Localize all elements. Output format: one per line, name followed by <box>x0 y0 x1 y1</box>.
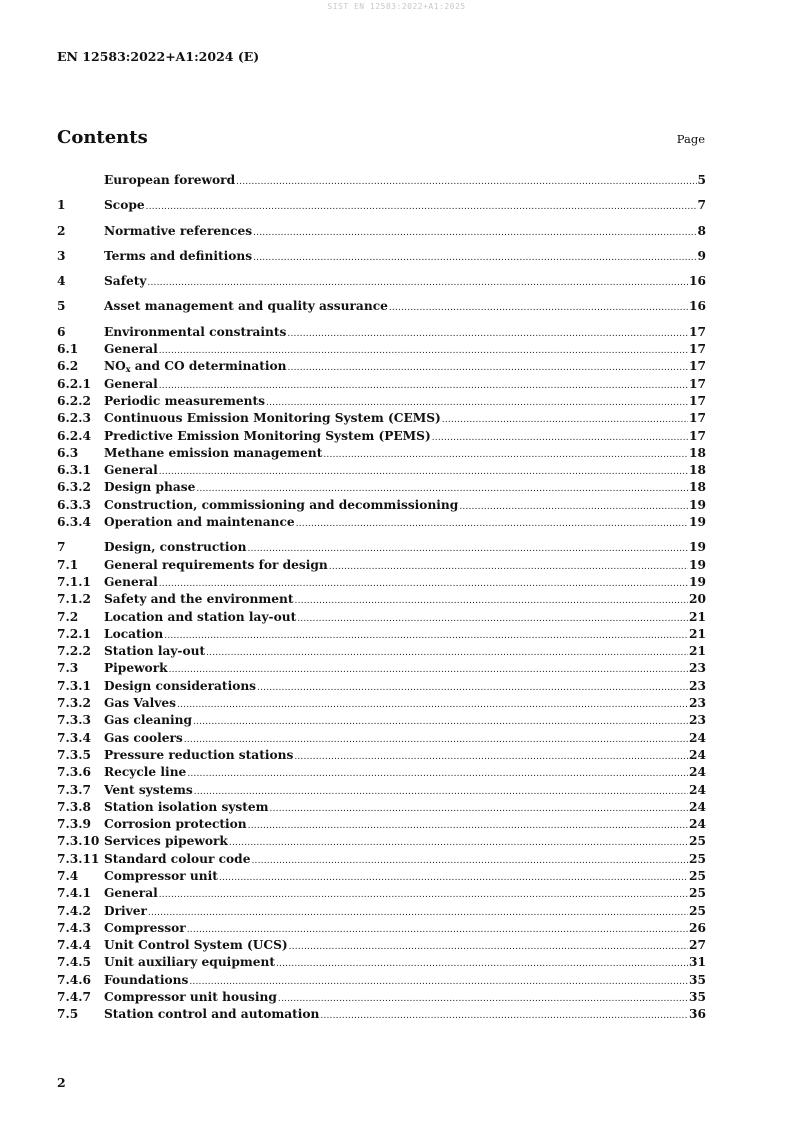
toc-entry-page: 24 <box>689 817 706 832</box>
toc-entry[interactable] <box>57 833 706 850</box>
toc-entry-page: 23 <box>689 678 706 693</box>
toc-leader-dots <box>229 835 688 852</box>
toc-entry-title: Operation and maintenance <box>104 515 295 530</box>
toc-entry-title: Unit Control System (UCS) <box>104 938 288 953</box>
toc-entry-page: 36 <box>689 1007 706 1022</box>
toc-entry-title: Design, construction <box>104 540 247 555</box>
toc-entry-title: General requirements for design <box>104 557 328 572</box>
toc-entry-number: 6.2.4 <box>57 428 91 443</box>
toc-entry-number: 5 <box>57 299 66 314</box>
toc-leader-dots <box>459 499 688 516</box>
toc-entry-number: 6.2.3 <box>57 411 91 426</box>
toc-entry-number: 7.1.1 <box>57 574 91 589</box>
toc-entry-page: 16 <box>689 274 706 289</box>
toc-entry-page: 17 <box>689 393 706 408</box>
toc-entry-number: 7.3.9 <box>57 817 91 832</box>
toc-entry[interactable] <box>57 1006 706 1023</box>
toc-entry-number: 6.3.1 <box>57 463 91 478</box>
toc-leader-dots <box>177 697 688 714</box>
toc-entry-page: 26 <box>689 920 706 935</box>
toc-entry-title: Station isolation system <box>104 799 269 814</box>
toc-entry-page: 17 <box>689 428 706 443</box>
toc-leader-dots <box>289 939 688 956</box>
toc-entry-title: Vent systems <box>104 782 193 797</box>
toc-entry-title: Continuous Emission Monitoring System (CEMS) <box>104 411 441 426</box>
toc-entry-number: 7 <box>57 540 66 555</box>
toc-entry-page: 20 <box>689 592 706 607</box>
toc-entry[interactable] <box>57 712 706 729</box>
toc-entry[interactable] <box>57 591 706 608</box>
toc-entry-page: 24 <box>689 765 706 780</box>
toc-entry-number: 6.3.3 <box>57 497 91 512</box>
toc-entry-page: 23 <box>689 661 706 676</box>
toc-entry-page: 24 <box>689 782 706 797</box>
toc-leader-dots <box>276 956 688 973</box>
toc-entry[interactable] <box>57 248 706 265</box>
toc-entry[interactable] <box>57 324 706 341</box>
toc-entry-number: 7.3.5 <box>57 747 91 762</box>
toc-entry-title: Recycle line <box>104 765 187 780</box>
toc-leader-dots <box>159 887 688 904</box>
toc-leader-dots <box>288 360 689 377</box>
toc-leader-dots <box>159 464 688 481</box>
toc-entry[interactable] <box>57 341 706 358</box>
toc-entry-title: Driver <box>104 903 147 918</box>
toc-leader-dots <box>295 593 688 610</box>
toc-entry-number: 7.3.2 <box>57 696 91 711</box>
toc-entry-number: 6.2 <box>57 359 79 374</box>
toc-entry-title: Compressor unit <box>104 868 218 883</box>
toc-entry-title: Gas coolers <box>104 730 183 745</box>
toc-entry-number: 7.4.3 <box>57 920 91 935</box>
toc-entry-number: 6.3.2 <box>57 480 91 495</box>
toc-entry-page: 19 <box>689 540 706 555</box>
toc-entry-page: 17 <box>689 411 706 426</box>
toc-entry[interactable] <box>57 574 706 591</box>
toc-leader-dots <box>219 870 688 887</box>
toc-entry-page: 19 <box>689 497 706 512</box>
toc-entry[interactable] <box>57 816 706 833</box>
toc-leader-dots <box>253 250 696 267</box>
toc-leader-dots <box>329 559 688 576</box>
toc-entry[interactable] <box>57 937 706 954</box>
toc-entry-title: General <box>104 574 158 589</box>
toc-entry[interactable] <box>57 954 706 971</box>
toc-entry-title: Corrosion protection <box>104 817 247 832</box>
toc-leader-dots <box>323 447 688 464</box>
page-number: 2 <box>57 1075 66 1090</box>
toc-leader-dots <box>296 516 688 533</box>
toc-entry-number: 7.3.10 <box>57 834 100 849</box>
toc-leader-dots <box>257 680 688 697</box>
toc-entry-title: General <box>104 463 158 478</box>
toc-entry-number: 7.3.8 <box>57 799 91 814</box>
toc-leader-dots <box>270 801 688 818</box>
toc-entry[interactable] <box>57 557 706 574</box>
toc-entry-page: 19 <box>689 515 706 530</box>
toc-entry-title: Periodic measurements <box>104 393 266 408</box>
toc-entry-title: Environmental constraints <box>104 324 287 339</box>
toc-entry-number: 2 <box>57 223 66 238</box>
toc-entry[interactable] <box>57 730 706 747</box>
toc-leader-dots <box>253 225 696 242</box>
toc-entry-title: Terms and definitions <box>104 248 253 263</box>
toc-entry-number: 7.3.1 <box>57 678 91 693</box>
toc-entry[interactable] <box>57 868 706 885</box>
toc-entry[interactable] <box>57 445 706 462</box>
toc-entry-page: 31 <box>689 955 706 970</box>
toc-entry-number: 6.2.1 <box>57 376 91 391</box>
toc-entry-page: 8 <box>697 223 706 238</box>
toc-leader-dots <box>236 174 696 191</box>
toc-entry-number: 7.1 <box>57 557 79 572</box>
watermark: SIST EN 12583:2022+A1:2025 <box>327 2 466 11</box>
toc-entry-title: Safety and the environment <box>104 592 294 607</box>
toc-entry-number: 6.3 <box>57 445 79 460</box>
toc-entry-title: Station lay-out <box>104 644 206 659</box>
toc-entry[interactable] <box>57 376 706 393</box>
toc-entry-title: Methane emission management <box>104 445 323 460</box>
toc-entry-number: 7.3.7 <box>57 782 91 797</box>
toc-entry-title: Location <box>104 626 164 641</box>
toc-entry-number: 7.3 <box>57 661 79 676</box>
toc-entry[interactable] <box>57 972 706 989</box>
toc-entry-title: Scope <box>104 198 145 213</box>
toc-entry-title: Unit auxiliary equipment <box>104 955 275 970</box>
toc-entry-title: Predictive Emission Monitoring System (PEMS) <box>104 428 431 443</box>
toc-entry-page: 25 <box>689 851 706 866</box>
toc-entry-page: 16 <box>689 299 706 314</box>
toc-entry-title: Gas cleaning <box>104 713 192 728</box>
toc-entry-number: 6.2.2 <box>57 393 91 408</box>
toc-entry-page: 7 <box>697 198 706 213</box>
toc-leader-dots <box>442 412 688 429</box>
toc-entry[interactable] <box>57 799 706 816</box>
toc-leader-dots <box>251 853 688 870</box>
toc-entry-number: 1 <box>57 198 66 213</box>
toc-entry-title: Compressor unit housing <box>104 990 277 1005</box>
toc-entry-number: 7.2 <box>57 609 79 624</box>
toc-entry-number: 7.2.2 <box>57 644 91 659</box>
toc-entry-number: 3 <box>57 248 66 263</box>
toc-entry-page: 24 <box>689 799 706 814</box>
toc-entry-title: European foreword <box>104 173 236 187</box>
toc-entry-number: 7.3.3 <box>57 713 91 728</box>
toc-leader-dots <box>206 645 688 662</box>
toc-entry-title: Services pipework <box>104 834 228 849</box>
toc-entry-page: 5 <box>697 173 706 187</box>
toc-entry-page: 17 <box>689 342 706 357</box>
toc-entry-title: Station control and automation <box>104 1007 320 1022</box>
toc-entry-title: General <box>104 886 158 901</box>
toc-entry-page: 21 <box>689 609 706 624</box>
toc-entry-number: 7.1.2 <box>57 592 91 607</box>
toc-entry-title: Design phase <box>104 480 196 495</box>
toc-entry-number: 4 <box>57 274 66 289</box>
toc-entry-title: Normative references <box>104 223 253 238</box>
toc-entry[interactable] <box>57 678 706 695</box>
toc-entry-title: Asset management and quality assurance <box>104 299 388 314</box>
toc-leader-dots <box>287 326 688 343</box>
toc-entry[interactable] <box>57 660 706 677</box>
toc-leader-dots <box>147 275 688 292</box>
toc-entry[interactable] <box>57 393 706 410</box>
toc-entry-page: 25 <box>689 903 706 918</box>
toc-entry-number: 7.5 <box>57 1007 79 1022</box>
toc-entry-number: 7.4.6 <box>57 972 91 987</box>
toc-entry[interactable] <box>57 782 706 799</box>
toc-entry-number: 7.4.4 <box>57 938 91 953</box>
toc-leader-dots <box>193 714 688 731</box>
toc-entry[interactable] <box>57 695 706 712</box>
toc-entry-page: 24 <box>689 747 706 762</box>
toc-entry[interactable] <box>57 410 706 427</box>
toc-entry[interactable] <box>57 539 706 556</box>
toc-entry-title: Gas Valves <box>104 696 176 711</box>
toc-entry-title: Construction, commissioning and decommissioning <box>104 497 459 512</box>
toc-leader-dots <box>432 430 688 447</box>
toc-entry[interactable] <box>57 643 706 660</box>
toc-entry-number: 7.3.11 <box>57 851 100 866</box>
toc-entry[interactable] <box>57 920 706 937</box>
toc-entry-page: 18 <box>689 463 706 478</box>
page-column-label: Page <box>676 132 705 146</box>
toc-entry-title: Compressor <box>104 920 186 935</box>
contents-heading: Contents <box>57 127 148 148</box>
toc-entry-page: 23 <box>689 713 706 728</box>
toc-entry-page: 24 <box>689 730 706 745</box>
toc-entry-page: 35 <box>689 972 706 987</box>
toc-entry-number: 7.4.2 <box>57 903 91 918</box>
toc-entry[interactable] <box>57 358 706 375</box>
toc-entry-page: 25 <box>689 886 706 901</box>
toc-entry-title: Safety <box>104 274 147 289</box>
toc-leader-dots <box>320 1008 688 1025</box>
toc-entry[interactable] <box>57 609 706 626</box>
toc-entry-title: Pressure reduction stations <box>104 747 294 762</box>
toc-entry-number: 7.4.1 <box>57 886 91 901</box>
toc-entry-number: 7.4.7 <box>57 990 91 1005</box>
toc-entry-number: 7.4 <box>57 868 79 883</box>
toc-leader-dots <box>148 905 688 922</box>
toc-entry[interactable] <box>57 747 706 764</box>
toc-entry-title: Pipework <box>104 661 168 676</box>
toc-entry-number: 7.3.4 <box>57 730 91 745</box>
toc-entry-number: 7.4.5 <box>57 955 91 970</box>
toc-leader-dots <box>278 991 688 1008</box>
toc-entry[interactable] <box>57 626 706 643</box>
toc-leader-dots <box>248 818 688 835</box>
table-of-contents <box>57 172 706 1024</box>
toc-entry[interactable] <box>57 851 706 868</box>
toc-entry-page: 25 <box>689 868 706 883</box>
toc-entry[interactable] <box>57 223 706 240</box>
toc-entry-page: 17 <box>689 359 706 374</box>
toc-entry-page: 27 <box>689 938 706 953</box>
toc-entry[interactable] <box>57 989 706 1006</box>
toc-entry-page: 18 <box>689 445 706 460</box>
toc-entry-page: 17 <box>689 376 706 391</box>
document-id: EN 12583:2022+A1:2024 (E) <box>57 49 260 64</box>
toc-entry[interactable] <box>57 462 706 479</box>
toc-entry-title: Foundations <box>104 972 189 987</box>
toc-entry-page: 18 <box>689 480 706 495</box>
toc-entry[interactable] <box>57 514 706 531</box>
toc-entry-page: 35 <box>689 990 706 1005</box>
toc-entry-number: 6 <box>57 324 66 339</box>
toc-entry-title: Standard colour code <box>104 851 251 866</box>
toc-entry-title: General <box>104 342 158 357</box>
toc-entry-number: 7.2.1 <box>57 626 91 641</box>
toc-entry-title: Location and station lay-out <box>104 609 297 624</box>
toc-entry-number: 6.3.4 <box>57 515 91 530</box>
toc-entry-page: 25 <box>689 834 706 849</box>
toc-entry[interactable] <box>57 903 706 920</box>
toc-entry[interactable] <box>57 764 706 781</box>
toc-entry-page: 21 <box>689 644 706 659</box>
toc-entry-page: 23 <box>689 696 706 711</box>
toc-entry[interactable] <box>57 172 706 189</box>
toc-entry[interactable] <box>57 479 706 496</box>
toc-entry[interactable] <box>57 497 706 514</box>
toc-entry[interactable] <box>57 885 706 902</box>
toc-leader-dots <box>389 300 688 317</box>
toc-leader-dots <box>297 611 688 628</box>
toc-entry-number: 7.3.6 <box>57 765 91 780</box>
toc-entry[interactable] <box>57 298 706 315</box>
toc-leader-dots <box>164 628 688 645</box>
toc-entry[interactable] <box>57 428 706 445</box>
toc-entry-page: 21 <box>689 626 706 641</box>
toc-entry[interactable] <box>57 197 706 214</box>
toc-entry-page: 19 <box>689 557 706 572</box>
toc-entry-title: Design considerations <box>104 678 257 693</box>
toc-leader-dots <box>187 766 688 783</box>
toc-entry[interactable] <box>57 273 706 290</box>
toc-leader-dots <box>294 749 688 766</box>
toc-leader-dots <box>146 199 697 216</box>
toc-entry-page: 19 <box>689 574 706 589</box>
toc-entry-number: 6.1 <box>57 342 79 357</box>
toc-entry-page: 17 <box>689 324 706 339</box>
toc-entry-title: General <box>104 376 158 391</box>
toc-entry-page: 9 <box>697 248 706 263</box>
toc-entry-title: $NO_x$ and CO determination <box>104 359 287 375</box>
